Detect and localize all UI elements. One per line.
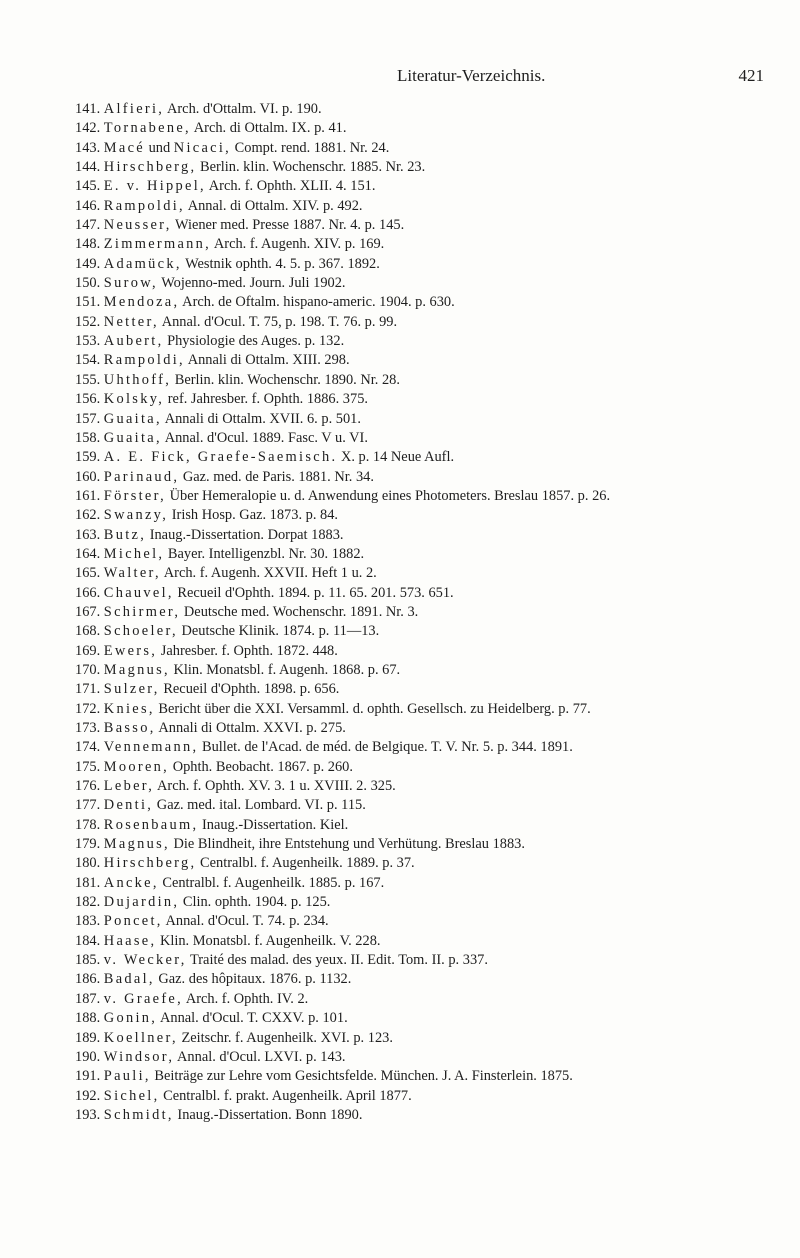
entry-number: 180. — [75, 855, 101, 872]
entry-author: Schoeler, — [103, 623, 178, 640]
bibliography-entry — [75, 139, 785, 158]
entry-citation: Annal. d'Ocul. T. CXXV. p. 101. — [157, 1010, 348, 1027]
bibliography-entry — [75, 1067, 785, 1086]
bibliography-entry — [75, 990, 785, 1009]
bibliography-entry — [75, 816, 785, 835]
entry-author: Kolsky, — [103, 391, 165, 408]
entry-number: 184. — [75, 932, 101, 949]
entry-author: Michel, — [103, 545, 165, 562]
entry-number: 172. — [75, 700, 101, 717]
entry-number: 186. — [75, 971, 101, 988]
entry-number: 142. — [75, 120, 101, 137]
entry-number: 192. — [75, 1087, 101, 1104]
bibliography-entry — [75, 912, 785, 931]
entry-author: Zimmermann, — [103, 236, 212, 253]
entry-author: Basso, — [103, 720, 156, 736]
entry-number: 146. — [75, 197, 101, 214]
entry-citation: Arch. f. Ophth. IV. 2. — [183, 990, 309, 1007]
entry-number: 165. — [75, 565, 101, 582]
bibliography-entry — [75, 1009, 785, 1028]
entry-number: 155. — [75, 371, 101, 388]
entry-citation: Bayer. Intelligenzbl. Nr. 30. 1882. — [164, 545, 365, 562]
bibliography-entry — [75, 951, 785, 970]
bibliography-entry — [75, 874, 785, 893]
entry-author: v. Wecker, — [103, 952, 187, 969]
bibliography-entry — [75, 893, 785, 912]
entry-citation: Annal. di Ottalm. XIV. p. 492. — [184, 197, 363, 214]
entry-author: Tornabene, — [103, 120, 191, 137]
entry-author: Badal, — [103, 971, 155, 988]
entry-author: Sichel, — [103, 1087, 160, 1104]
bibliography-entry — [75, 603, 785, 622]
entry-citation: X. p. 14 Neue Aufl. — [337, 449, 455, 466]
bibliography-entry — [75, 622, 785, 641]
bibliography-list — [75, 100, 785, 1125]
entry-author: Ancke, — [103, 874, 159, 891]
entry-number: 191. — [75, 1068, 101, 1085]
bibliography-entry — [75, 970, 785, 989]
entry-number: 151. — [75, 294, 101, 311]
bibliography-entry — [75, 738, 785, 757]
bibliography-entry — [75, 468, 785, 487]
entry-author: Koellner, — [103, 1029, 178, 1046]
entry-number: 161. — [75, 487, 101, 504]
entry-number: 156. — [75, 391, 101, 408]
entry-citation: Arch. d'Ottalm. VI. p. 190. — [164, 101, 322, 117]
entry-citation: Centralbl. f. Augenheilk. 1889. p. 37. — [196, 855, 415, 872]
entry-author: Denti, — [103, 797, 154, 814]
entry-author: Chauvel, — [103, 584, 174, 601]
entry-citation: Arch. de Oftalm. hispano-americ. 1904. p. 630. — [179, 294, 455, 311]
entry-citation: ref. Jahresber. f. Ophth. 1886. 375. — [164, 391, 368, 408]
entry-citation: Gaz. med. ital. Lombard. VI. p. 115. — [153, 797, 366, 814]
entry-citation: Annal. d'Ocul. T. 74. p. 234. — [162, 913, 329, 930]
bibliography-entry — [75, 487, 785, 506]
entry-citation: Arch. f. Augenh. XXVII. Heft 1 u. 2. — [160, 565, 377, 582]
entry-number: 169. — [75, 642, 101, 659]
entry-citation: und — [144, 139, 174, 156]
entry-author: Leber, — [103, 778, 155, 795]
bibliography-entry — [75, 158, 785, 177]
entry-number: 193. — [75, 1106, 101, 1123]
bibliography-entry — [75, 390, 785, 409]
entry-citation: Arch. f. Augenh. XIV. p. 169. — [211, 236, 385, 253]
entry-number: 189. — [75, 1029, 101, 1046]
entry-number: 150. — [75, 275, 101, 292]
entry-citation: Clin. ophth. 1904. p. 125. — [179, 894, 331, 911]
entry-number: 152. — [75, 313, 101, 330]
entry-citation: Zeitschr. f. Augenheilk. XVI. p. 123. — [177, 1029, 393, 1046]
bibliography-entry — [75, 351, 785, 370]
entry-citation: Klin. Monatsbl. f. Augenh. 1868. p. 67. — [169, 661, 401, 678]
entry-citation: Recueil d'Ophth. 1898. p. 656. — [159, 681, 340, 698]
entry-author: Pauli, — [103, 1068, 151, 1085]
entry-author: Dujardin, — [103, 894, 180, 911]
entry-author: Haase, — [103, 932, 157, 949]
entry-author: Swanzy, — [103, 507, 169, 524]
bibliography-entry — [75, 429, 785, 448]
entry-author: Mooren, — [103, 758, 170, 775]
bibliography-entry — [75, 1106, 785, 1125]
entry-author: Mendoza, — [103, 294, 180, 311]
entry-number: 171. — [75, 681, 101, 698]
entry-author: Rampoldi, — [103, 197, 185, 214]
entry-author: Adamück, — [103, 255, 182, 272]
page-number: 421 — [738, 66, 764, 85]
entry-citation: Deutsche Klinik. 1874. p. 11—13. — [177, 623, 380, 640]
entry-number: 188. — [75, 1010, 101, 1027]
bibliography-entry — [75, 796, 785, 815]
entry-number: 182. — [75, 894, 101, 911]
entry-number: 164. — [75, 545, 101, 562]
entry-citation: Gaz. des hôpitaux. 1876. p. 1132. — [154, 971, 352, 988]
entry-citation: Annali di Ottalm. XVII. 6. p. 501. — [161, 410, 361, 427]
bibliography-entry — [75, 448, 785, 467]
entry-author: Guaita, — [103, 410, 162, 427]
entry-number: 190. — [75, 1048, 101, 1065]
bibliography-entry — [75, 410, 785, 429]
entry-number: 166. — [75, 584, 101, 601]
entry-citation: Centralbl. f. Augenheilk. 1885. p. 167. — [158, 874, 385, 891]
bibliography-entry — [75, 777, 785, 796]
bibliography-entry — [75, 313, 785, 332]
entry-citation: Bullet. de l'Acad. de méd. de Belgique. T. V. Nr. 5. p. 344. 1891. — [198, 739, 573, 756]
entry-number: 159. — [75, 449, 101, 466]
entry-number: 181. — [75, 874, 101, 891]
entry-number: 162. — [75, 507, 101, 524]
bibliography-entry — [75, 932, 785, 951]
entry-author: Alfieri, — [103, 101, 165, 117]
entry-author: Poncet, — [103, 913, 163, 930]
entry-citation: Arch. f. Ophth. XV. 3. 1 u. XVIII. 2. 325. — [154, 778, 396, 795]
entry-number: 170. — [75, 661, 101, 678]
bibliography-entry — [75, 332, 785, 351]
entry-author: v. Graefe, — [103, 990, 184, 1007]
entry-citation: Beiträge zur Lehre vom Gesichtsfelde. München. J. A. Finsterlein. 1875. — [150, 1068, 573, 1085]
bibliography-entry — [75, 119, 785, 138]
entry-number: 183. — [75, 913, 101, 930]
entry-author: Rampoldi, — [103, 352, 185, 369]
entry-number: 158. — [75, 429, 101, 446]
entry-author: Netter, — [103, 313, 159, 330]
bibliography-entry — [75, 197, 785, 216]
entry-number: 179. — [75, 836, 101, 853]
entry-number: 167. — [75, 603, 101, 620]
entry-author: Walter, — [103, 565, 161, 582]
entry-citation: Klin. Monatsbl. f. Augenheilk. V. 228. — [156, 932, 381, 949]
entry-author: Macé — [103, 139, 145, 156]
entry-number: 174. — [75, 739, 101, 756]
bibliography-entry — [75, 564, 785, 583]
entry-number: 185. — [75, 952, 101, 969]
entry-citation: Traité des malad. des yeux. II. Edit. Tom. II. p. 337. — [186, 952, 488, 969]
entry-number: 173. — [75, 720, 101, 736]
bibliography-entry — [75, 293, 785, 312]
entry-number: 157. — [75, 410, 101, 427]
entry-number: 178. — [75, 816, 101, 833]
entry-author: Guaita, — [103, 429, 162, 446]
entry-number: 145. — [75, 178, 101, 195]
entry-citation: Physiologie des Auges. p. 132. — [163, 333, 345, 350]
entry-citation: Annali di Ottalm. XIII. 298. — [184, 352, 350, 369]
entry-author: Gonin, — [103, 1010, 158, 1027]
bibliography-entry — [75, 758, 785, 777]
entry-author: Butz, — [103, 526, 147, 543]
entry-citation: Gaz. med. de Paris. 1881. Nr. 34. — [179, 468, 374, 485]
entry-citation: Recueil d'Ophth. 1894. p. 11. 65. 201. 573. 651. — [173, 584, 454, 601]
entry-citation: Über Hemeralopie u. d. Anwendung eines Photometers. Breslau 1857. p. 26. — [166, 487, 611, 504]
entry-citation: Annali di Ottalm. XXVI. p. 275. — [155, 720, 346, 736]
entry-author: Magnus, — [103, 836, 170, 853]
entry-citation: Wiener med. Presse 1887. Nr. 4. p. 145. — [171, 217, 405, 234]
entry-citation: Deutsche med. Wochenschr. 1891. Nr. 3. — [180, 603, 419, 620]
entry-citation: Bericht über die XXI. Versamml. d. ophth. Gesellsch. zu Heidelberg. p. 77. — [154, 700, 591, 717]
entry-author: Schirmer, — [103, 603, 181, 620]
bibliography-entry — [75, 661, 785, 680]
entry-citation: Wojenno-med. Journ. Juli 1902. — [157, 275, 346, 292]
bibliography-entry — [75, 545, 785, 564]
bibliography-entry — [75, 1048, 785, 1067]
entry-citation: Centralbl. f. prakt. Augenheilk. April 1877. — [159, 1087, 412, 1104]
entry-number: 148. — [75, 236, 101, 253]
bibliography-entry — [75, 255, 785, 274]
entry-citation: Irish Hosp. Gaz. 1873. p. 84. — [168, 507, 339, 524]
entry-author: Hirschberg, — [103, 855, 197, 872]
entry-author: Schmidt, — [103, 1106, 174, 1123]
entry-author: A. E. Fick, Graefe-Saemisch. — [103, 449, 338, 466]
entry-number: 163. — [75, 526, 101, 543]
bibliography-entry — [75, 100, 785, 119]
entry-citation: Arch. f. Ophth. XLII. 4. 151. — [205, 178, 376, 195]
entry-author: Aubert, — [103, 333, 164, 350]
entry-author: Vennemann, — [103, 739, 199, 756]
running-title: Literatur-Verzeichnis. — [397, 66, 546, 85]
entry-number: 187. — [75, 990, 101, 1007]
bibliography-entry — [75, 835, 785, 854]
bibliography-entry — [75, 642, 785, 661]
entry-citation: Arch. di Ottalm. IX. p. 41. — [190, 120, 347, 137]
entry-citation: Compt. rend. 1881. Nr. 24. — [231, 139, 390, 156]
entry-citation: Inaug.-Dissertation. Kiel. — [198, 816, 349, 833]
entry-author: Sulzer, — [103, 681, 160, 698]
entry-author: Förster, — [103, 487, 167, 504]
entry-number: 153. — [75, 333, 101, 350]
entry-author: E. v. Hippel, — [103, 178, 206, 195]
bibliography-entry — [75, 719, 785, 738]
entry-number: 147. — [75, 217, 101, 234]
entry-number: 160. — [75, 468, 101, 485]
entry-citation: Jahresber. f. Ophth. 1872. 448. — [157, 642, 338, 659]
bibliography-entry — [75, 680, 785, 699]
entry-number: 168. — [75, 623, 101, 640]
entry-author: Magnus, — [103, 661, 170, 678]
bibliography-entry — [75, 371, 785, 390]
entry-number: 177. — [75, 797, 101, 814]
entry-number: 143. — [75, 139, 101, 156]
entry-author: Surow, — [103, 275, 158, 292]
bibliography-entry — [75, 584, 785, 603]
entry-author: Uhthoff, — [103, 371, 172, 388]
bibliography-entry — [75, 1029, 785, 1048]
bibliography-entry — [75, 216, 785, 235]
running-head — [75, 66, 764, 90]
entry-citation: Inaug.-Dissertation. Dorpat 1883. — [146, 526, 344, 543]
entry-author: Rosenbaum, — [103, 816, 199, 833]
entry-citation: Westnik ophth. 4. 5. p. 367. 1892. — [181, 255, 380, 272]
entry-author: Knies, — [103, 700, 155, 717]
bibliography-entry — [75, 700, 785, 719]
bibliography-entry — [75, 854, 785, 873]
bibliography-entry — [75, 177, 785, 196]
bibliography-entry — [75, 526, 785, 545]
entry-number: 154. — [75, 352, 101, 369]
entry-number: 176. — [75, 778, 101, 795]
entry-number: 141. — [75, 101, 101, 117]
entry-number: 149. — [75, 255, 101, 272]
bibliography-entry — [75, 1087, 785, 1106]
entry-author: Neusser, — [103, 217, 172, 234]
entry-number: 144. — [75, 159, 101, 176]
bibliography-entry — [75, 506, 785, 525]
entry-citation: Inaug.-Dissertation. Bonn 1890. — [173, 1106, 363, 1123]
entry-citation: Annal. d'Ocul. 1889. Fasc. V u. VI. — [161, 429, 368, 446]
entry-coauthor: Nicaci, — [173, 139, 232, 156]
bibliography-entry — [75, 274, 785, 293]
entry-author: Hirschberg, — [103, 159, 197, 176]
entry-citation: Ophth. Beobacht. 1867. p. 260. — [169, 758, 353, 775]
entry-citation: Die Blindheit, ihre Entstehung und Verhütung. Breslau 1883. — [169, 836, 525, 853]
entry-citation: Annal. d'Ocul. T. 75, p. 198. T. 76. p. 99. — [158, 313, 398, 330]
entry-author: Windsor, — [103, 1048, 175, 1065]
entry-author: Parinaud, — [103, 468, 180, 485]
entry-number: 175. — [75, 758, 101, 775]
entry-author: Ewers, — [103, 642, 158, 659]
entry-citation: Annal. d'Ocul. LXVI. p. 143. — [174, 1048, 346, 1065]
entry-citation: Berlin. klin. Wochenschr. 1890. Nr. 28. — [171, 371, 400, 388]
bibliography-entry — [75, 235, 785, 254]
entry-citation: Berlin. klin. Wochenschr. 1885. Nr. 23. — [196, 159, 426, 176]
